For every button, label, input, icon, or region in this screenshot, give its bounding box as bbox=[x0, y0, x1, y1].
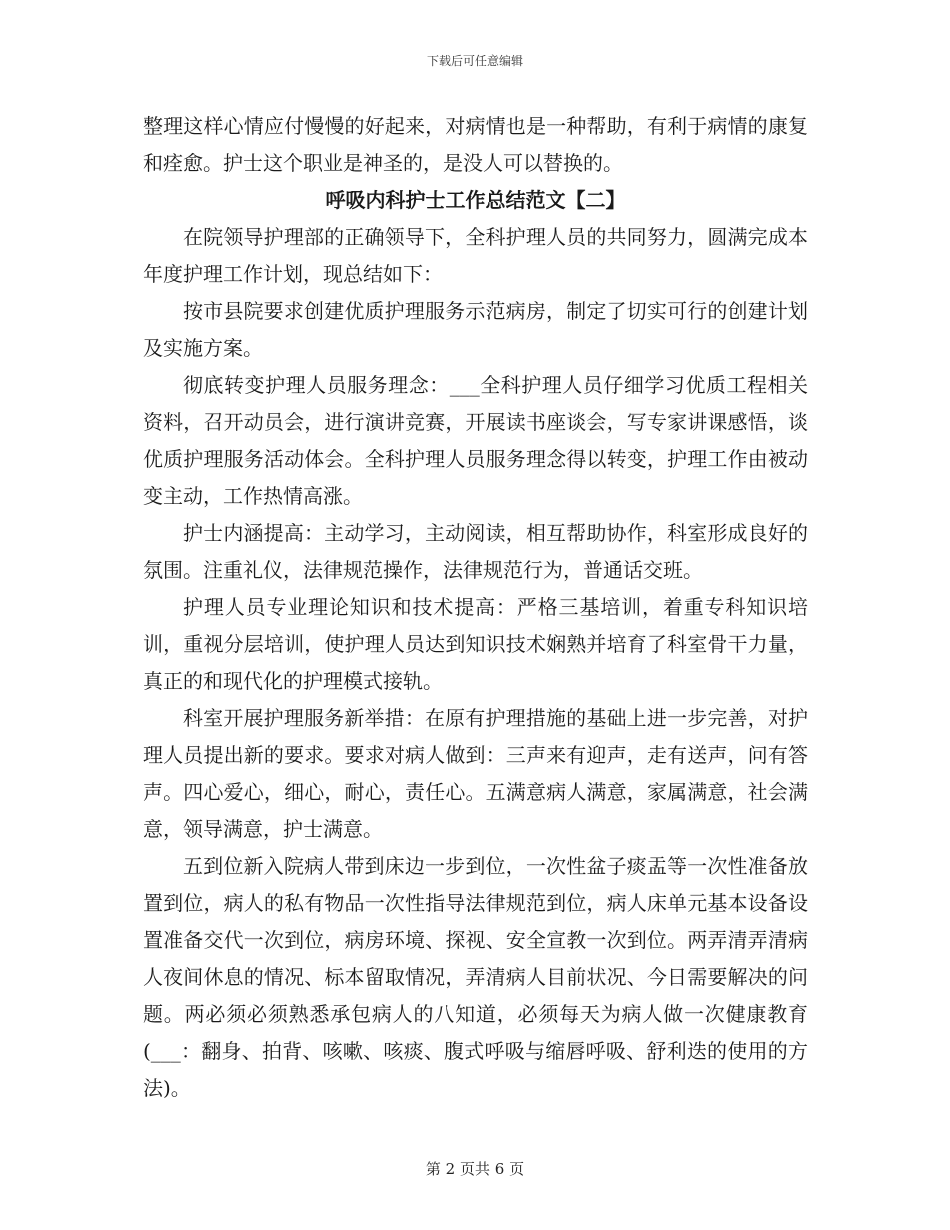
paragraph-continued: 整理这样心情应付慢慢的好起来，对病情也是一种帮助，有利于病情的康复和痊愈。护士这个职业是神圣的，是没人可以替换的。 bbox=[143, 114, 808, 175]
page-number: 第 2 页共 6 页 bbox=[425, 1160, 525, 1178]
page-header: 下载后可任意编辑 bbox=[426, 54, 523, 68]
paragraph-plan: 按市县院要求创建优质护理服务示范病房，制定了切实可行的创建计划及实施方案。 bbox=[143, 299, 808, 360]
document-body bbox=[143, 108, 808, 1107]
paragraph-service-concept: 彻底转变护理人员服务理念：___全科护理人员仔细学习优质工程相关资料，召开动员会，进行演讲竞赛，开展读书座谈会，写专家讲课感悟，谈优质护理服务活动体会。全科护理人员服务理念得以转变，护理工作由被动变主动，工作热情高涨。 bbox=[143, 373, 808, 508]
paragraph-professional-skills: 护理人员专业理论知识和技术提高：严格三基培训，着重专科知识培训，重视分层培训，使护理人员达到知识技术娴熟并培育了科室骨干力量，真正的和现代化的护理模式接轨。 bbox=[143, 595, 808, 693]
section-heading: 呼吸内科护士工作总结范文【二】 bbox=[325, 188, 626, 212]
paragraph-nurse-quality: 护士内涵提高：主动学习，主动阅读，相互帮助协作，科室形成良好的氛围。注重礼仪，法律规范操作，法律规范行为，普通话交班。 bbox=[143, 521, 808, 582]
paragraph-new-measures: 科室开展护理服务新举措：在原有护理措施的基础上进一步完善，对护理人员提出新的要求。要求对病人做到：三声来有迎声，走有送声，问有答声。四心爱心，细心，耐心，责任心。五满意病人满意，家属满意，社会满意，领导满意，护士满意。 bbox=[143, 706, 808, 841]
paragraph-five-in-place: 五到位新入院病人带到床边一步到位，一次性盆子痰盂等一次性准备放置到位，病人的私有物品一次性指导法律规范到位，病人床单元基本设备设置准备交代一次到位，病房环境、探视、安全宣教一次到位。两弄清弄清病人夜间休息的情况、标本留取情况，弄清病人目前状况、今日需要解决的问题。两必须必须熟悉承包病人的八知道，必须每天为病人做一次健康教育(___：翻身、拍背、咳嗽、咳痰、腹式呼吸与缩唇呼吸、舒利迭的使用的方法)。 bbox=[143, 854, 808, 1100]
paragraph-intro: 在院领导护理部的正确领导下，全科护理人员的共同努力，圆满完成本年度护理工作计划，现总结如下： bbox=[143, 225, 808, 286]
